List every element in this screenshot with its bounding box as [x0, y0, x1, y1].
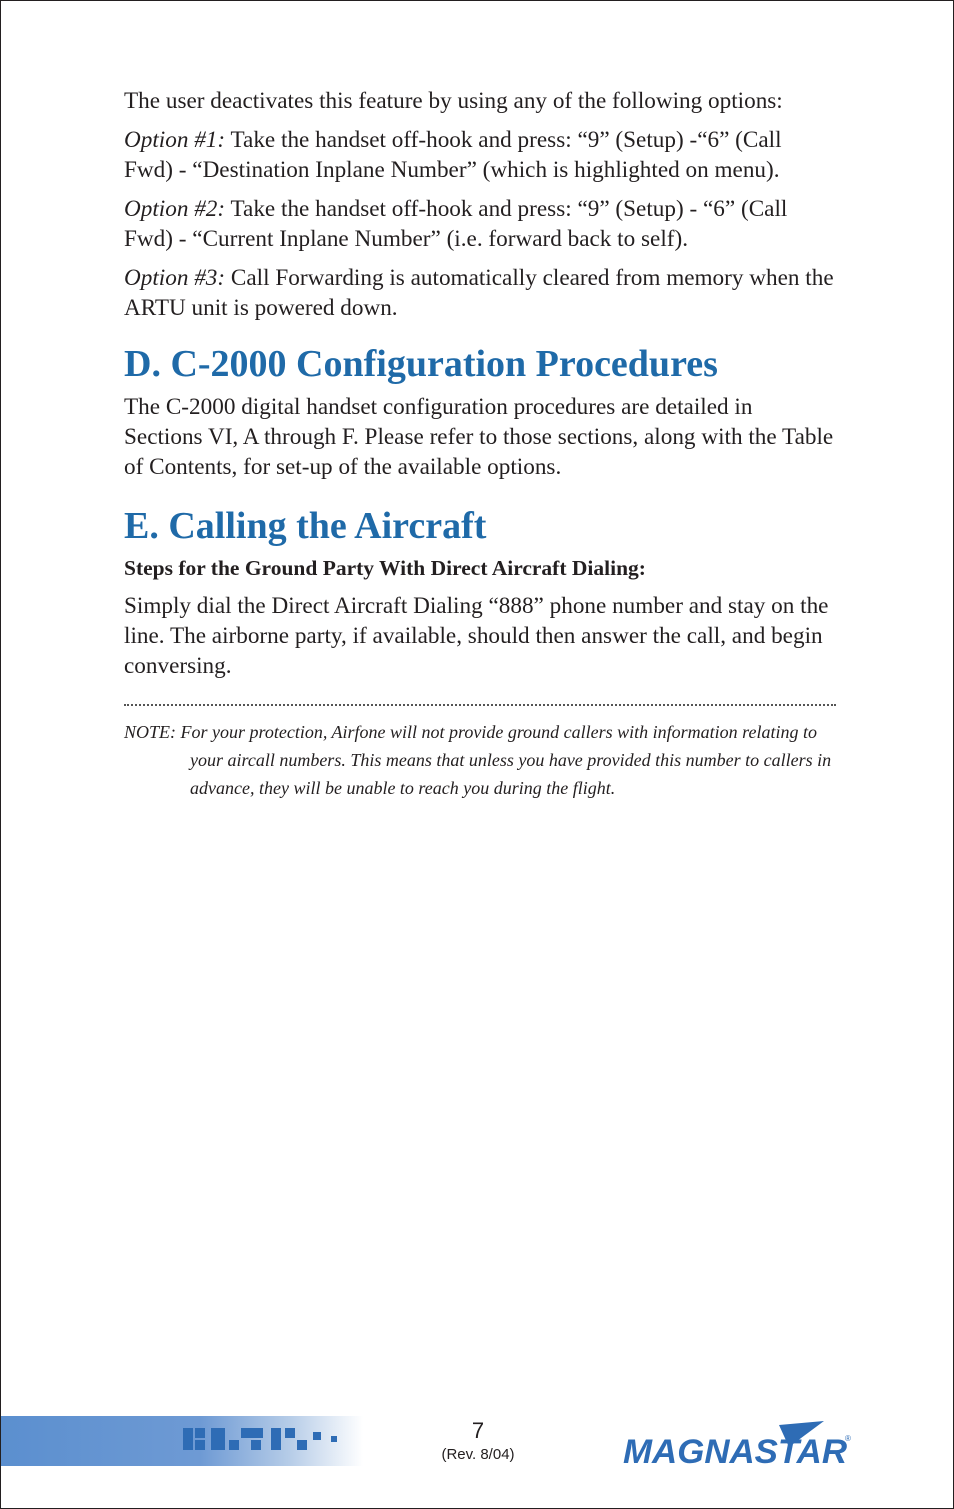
section-d-heading: D. C-2000 Configuration Procedures	[124, 343, 718, 385]
registered-mark: ®	[845, 1434, 851, 1443]
page-content	[124, 86, 836, 802]
note-label: NOTE:	[124, 722, 177, 742]
option-3-paragraph	[124, 263, 836, 323]
dotted-divider	[124, 704, 836, 706]
section-d-body: The C-2000 digital handset configuration procedures are detailed in Sections VI, A through F. Please refer to those sections, along with the Table of Contents, for set-up of the available options.	[124, 394, 834, 480]
option-1-paragraph	[124, 125, 836, 185]
magnastar-logo	[619, 1419, 854, 1475]
revision-label: (Rev. 8/04)	[441, 1446, 515, 1463]
page-number: 7	[471, 1418, 485, 1443]
option-1-label: Option #1:	[124, 127, 226, 153]
option-3-text: Call Forwarding is automatically cleared from memory when the ARTU unit is powered down.	[124, 265, 834, 321]
note-text: For your protection, Airfone will not provide ground callers with information relating to your aircall numbers. This means that unless you have provided this number to callers in advance, they will be unable to reach you during the flight.	[180, 722, 832, 798]
logo-wordmark: MAGNASTAR	[623, 1433, 848, 1471]
section-e-subheading: Steps for the Ground Party With Direct Aircraft Dialing:	[124, 556, 646, 580]
option-2-text: Take the handset off-hook and press: “9” (Setup) - “6” (Call Fwd) - “Current Inplane Number” (i.e. forward back to self).	[124, 196, 788, 252]
section-e-heading: E. Calling the Aircraft	[124, 505, 487, 547]
option-2-label: Option #2:	[124, 196, 226, 222]
note-block	[124, 718, 836, 802]
intro-paragraph: The user deactivates this feature by using any of the following options:	[124, 88, 783, 114]
option-2-paragraph	[124, 194, 836, 254]
note-body	[124, 718, 836, 802]
option-3-label: Option #3:	[124, 265, 226, 291]
option-1-text: Take the handset off-hook and press: “9” (Setup) -“6” (Call Fwd) - “Destination Inplane Number” (which is highlighted on menu).	[124, 127, 782, 183]
section-e-body: Simply dial the Direct Aircraft Dialing “888” phone number and stay on the line. The airborne party, if available, should then answer the call, and begin conversing.	[124, 593, 829, 679]
